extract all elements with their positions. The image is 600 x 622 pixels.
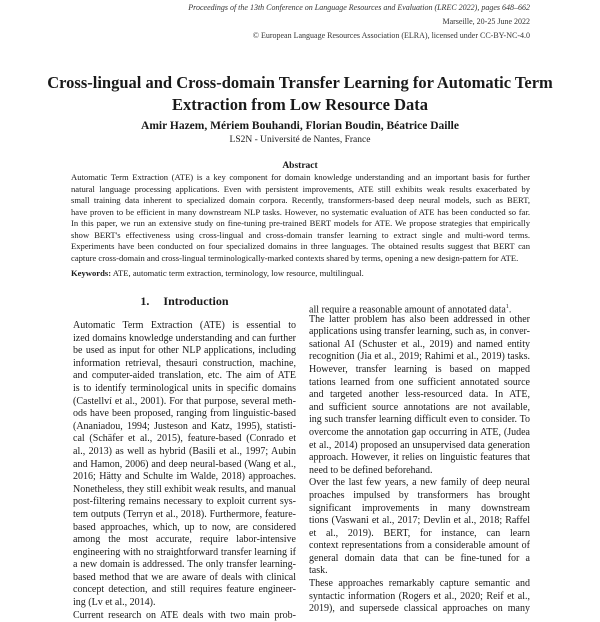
section-number: 1. (140, 294, 150, 308)
text-line: engineering with no straightforward transfer learning if (73, 546, 296, 558)
text-line: However, transfer learning is based on mapped (309, 363, 530, 375)
text-line (309, 301, 530, 314)
text-line: and sufficient source annotations are not available, (309, 401, 530, 413)
text-line: sational AI (Schuster et al., 2019) and named entity (309, 338, 530, 350)
text-line: applications using transfer learning, such as, in conver- (309, 326, 530, 338)
affiliation: LS2N - Université de Nantes, France (229, 135, 371, 145)
text-line: overcome the annotation gap occurring in ATE, (Judea (309, 426, 530, 438)
text-line: general domain data that can be fine-tuned for a (309, 552, 530, 564)
abstract-body (71, 172, 530, 264)
text-line: These approaches remarkably capture semantic and (309, 578, 530, 590)
text-line: task. (309, 565, 328, 577)
text-line: Automatic Term Extraction (ATE) is essential to (73, 320, 296, 331)
keywords-label: Keywords: (71, 268, 112, 278)
text-line: among the most accurate, require labor-intensive (73, 534, 296, 546)
text-line: ods have been proposed, ranging from linguistic-based (73, 408, 296, 420)
text-line: Automatic Term Extraction (ATE) is a key component for domain knowledge understanding and an important basis for further (71, 172, 530, 182)
text-line: Experiments have been conducted on four specialized domains in three languages. The obtained results suggest that BERT can (71, 241, 530, 251)
text-line: tem outputs (Terryn et al., 2018). Furthermore, feature- (73, 508, 296, 520)
keywords-text: ATE, automatic term extraction, terminology, low resource, multilingual. (111, 268, 364, 278)
text-line: need to be defined beforehand. (309, 464, 433, 476)
section-title: Introduction (163, 294, 229, 308)
section-heading (73, 294, 296, 309)
text-line: ing such transfer learning difficult even to consider. To (309, 414, 530, 426)
text-line: 2016; Hätty and Schulte im Walde, 2018) approaches. (73, 471, 296, 483)
title-line: Cross-lingual and Cross-domain Transfer Learning for Automatic Term (47, 73, 553, 92)
abstract-heading: Abstract (282, 161, 318, 171)
text-line: capture cross-domain and cross-lingual terminologically-marked contexts shared by terms, opening a new design-pattern for ATE. (71, 252, 519, 263)
text-line: natural language processing applications. Even with persistent improvements, ATE still exhibits weak results exacerbated by (71, 183, 530, 194)
sentence-end: . (508, 304, 512, 314)
text-line: Over the last few years, a new family of deep neural (309, 477, 530, 489)
text-line: and Hamon, 2006) and deep neural-based (Wang et al., (73, 458, 296, 470)
text-line: In this paper, we run an extensive study on fine-tuning pre-trained BERT models for ATE. We propose strategies that empirically (71, 218, 530, 228)
text-line: et al., 2019). BERT, for instance, can learn (309, 527, 530, 539)
text-line: tations learned from one sufficient annotated source (309, 376, 530, 388)
license-header: © European Language Resources Association (ELRA), licensed under CC-BY-NC-4.0 (252, 31, 530, 40)
text-line: cal (Schäfer et al., 2015), feature-based (Conrado et (73, 433, 296, 445)
footnote-sentence: all require a reasonable amount of annotated data (309, 304, 506, 314)
text-line: The latter problem has also been addressed in other (309, 313, 530, 325)
text-line: proaches impulsed by transformers has brought (309, 489, 530, 501)
text-line: tions (Vaswani et al., 2017; Devlin et al., 2018; Raffel (309, 515, 530, 527)
paper-title (0, 72, 600, 116)
text-line: et al., 2014) proposed an unsupervised data generation (309, 439, 530, 451)
text-line: show BERT's effectiveness using cross-lingual and cross-domain transfer learning to extract single and multi-word terms. (71, 229, 530, 240)
title-line: Extraction from Low Resource Data (171, 95, 428, 114)
text-line: context representations from a considerable amount of (309, 540, 530, 552)
text-line: significant improvements in many downstream (309, 502, 530, 514)
text-line: and computer-aided translation, etc. The aim of ATE (73, 370, 296, 382)
text-line: and targeted another less-resourced data. In ATE, (309, 389, 530, 401)
footnote-marker[interactable]: 1 (505, 304, 509, 310)
text-line: ized domains knowledge understanding and can further (73, 332, 296, 344)
text-line: al., 2013) as well as hybrid (Basili et al., 1997; Aubin (73, 445, 296, 457)
text-line: be used as input for other NLP applications, including (73, 345, 296, 357)
text-line: 2019), and supersede classical approaches on many (309, 603, 530, 615)
text-line: (Ananiadou, 1994; Justeson and Katz, 1995), statisti- (73, 420, 296, 432)
text-line: ing (Lv et al., 2014). (73, 597, 156, 609)
text-line: a new domain is addressed. The only transfer learning- (73, 559, 296, 571)
right-column (309, 301, 530, 616)
text-line: have proven to be efficient in many downstream NLP tasks. However, no systematic evaluation of ATE has been conducted so far. (71, 206, 530, 217)
text-line: small training data inherent to specialized domain corpora. Recently, transformers-based deep neural models, such as BERT, (71, 195, 530, 205)
proceedings-header: Proceedings of the 13th Conference on Language Resources and Evaluation (LREC 2022), pages 648–662 (188, 3, 530, 12)
authors: Amir Hazem, Mériem Bouhandi, Florian Boudin, Béatrice Daille (141, 120, 459, 132)
text-line: approach. However, it relies on linguistic features that (309, 452, 530, 464)
text-line: based method that we are aware of deals with clinical (73, 571, 296, 583)
text-line: concept detection, and still requires feature engineer- (73, 584, 296, 596)
location-header: Marseille, 20-25 June 2022 (442, 17, 530, 26)
text-line: is to identify terminological units in specific domains (73, 382, 296, 394)
text-line: Current research on ATE deals with two main prob- (73, 609, 296, 621)
text-line: syntactic information (Rogers et al., 2020; Reif et al., (309, 590, 530, 602)
text-line: Nonetheless, they still exhibit weak results, and manual (73, 483, 296, 495)
text-line: post-filtering remains necessary to exploit current sys- (73, 496, 296, 508)
keywords (71, 268, 364, 278)
left-column (73, 320, 296, 622)
text-line: information retrieval, thesauri construction, machine, (73, 357, 296, 369)
text-line: based approaches, which, up to now, are considered (73, 521, 296, 533)
text-line: recognition (Jia et al., 2019; Rahimi et al., 2019) tasks. (309, 351, 530, 363)
text-line: (Castellví et al., 2001). For that purpose, several meth- (73, 395, 296, 407)
